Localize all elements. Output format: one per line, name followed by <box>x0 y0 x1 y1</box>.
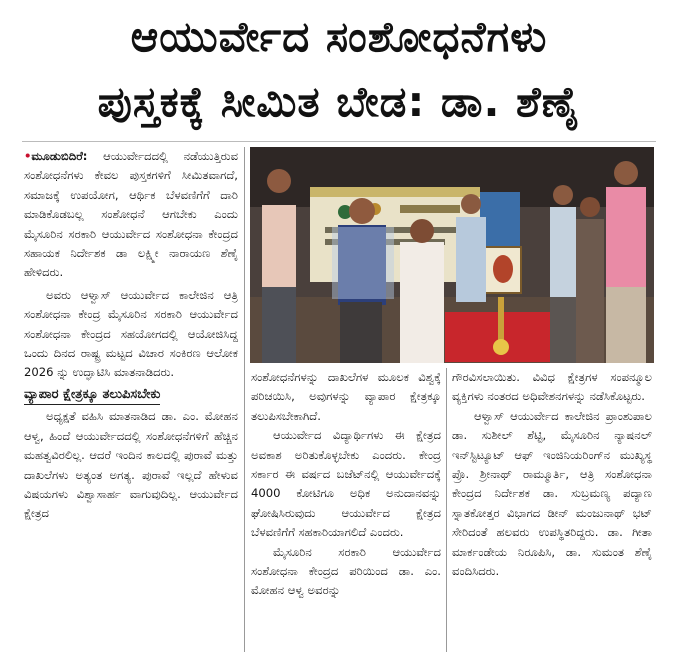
headline-divider <box>22 141 656 142</box>
paragraph: ಸಂಶೋಧನೆಗಳನ್ನು ದಾಖಲೆಗಳ ಮೂಲಕ ವಿಶ್ವಕ್ಕೆ ಪರಿಚಯಿಸಿ, ಅವುಗಳನ್ನು ವ್ಯಾಪಾರ ಕ್ಷೇತ್ರಕ್ಕೂ ತಲುಪಿಸಬೇಕಾಗಿದೆ. <box>251 370 441 423</box>
event-photo <box>250 147 654 363</box>
lead-paragraph <box>24 147 238 283</box>
paragraph: ಅವರು ಆಳ್ವಾಸ್ ಆಯುರ್ವೇದ ಕಾಲೇಜಿನ ಆತ್ರಿ ಸಂಶೋಧನಾ ಕೇಂದ್ರ ಮೈಸೂರಿನ ಸರಕಾರಿ ಆಯುರ್ವೇದ ಸಂಶೋಧನಾ ಕೇಂದ್ರದ ಸಹಯೋಗದಲ್ಲಿ ಆಯೋಜಿಸಿದ್ದ ಒಂದು ದಿನದ ರಾಷ್ಟ್ರ ಮಟ್ಟದ ವಿಚಾರ ಸಂಕಿರಣ ಆಲೋಕ 2026 ನ್ನು ಉದ್ಘಾಟಿಸಿ ಮಾತನಾಡಿದರು. <box>24 287 238 380</box>
headline-line-2: ಪುಸ್ತಕಕ್ಕೆ ಸೀಮಿತ ಬೇಡ: ಡಾ. ಶೆಣೈ <box>97 77 581 126</box>
dateline-bullet: • <box>24 149 32 163</box>
headline-line-1: ಆಯುರ್ವೇದ ಸಂಶೋಧನೆಗಳು <box>130 12 548 61</box>
paragraph: ಗೌರವಿಸಲಾಯಿತು. ವಿವಿಧ ಕ್ಷೇತ್ರಗಳ ಸಂಪನ್ಮೂಲ ವ್ಯಕ್ತಿಗಳು ನಂತರದ ಅಧಿವೇಶನಗಳನ್ನು ನಡೆಸಿಕೊಟ್ಟರು. <box>452 370 652 404</box>
paragraph: ಅಧ್ಯಕ್ಷತೆ ವಹಿಸಿ ಮಾತನಾಡಿದ ಡಾ. ಎಂ. ಮೋಹನ ಆಳ್ವ, ಹಿಂದೆ ಆಯುರ್ವೇದದಲ್ಲಿ ಸಂಶೋಧನೆಗಳಿಗೆ ಹೆಚ್ಚಿನ ಮಹತ್ವವಿರಲಿಲ್ಲ. ಆದರೆ ಇಂದಿನ ಕಾಲದಲ್ಲಿ ಪುರಾವೆ ಮತ್ತು ದಾಖಲೆಗಳು ಅತ್ಯಂತ ಅಗತ್ಯ. ಪುರಾವೆ ಇಲ್ಲದೆ ಹೇಳುವ ವಿಷಯಗಳು ವಿಶ್ವಾಸಾರ್ಹ ವಾಗುವುದಿಲ್ಲ. ಆಯುರ್ವೇದ ಕ್ಷೇತ್ರದ <box>24 409 238 521</box>
column-divider <box>446 368 447 652</box>
paragraph: ಮೈಸೂರಿನ ಸರಕಾರಿ ಆಯುರ್ವೇದ ಸಂಶೋಧನಾ ಕೇಂದ್ರದ ಪರಿಯಿಂದ ಡಾ. ಎಂ. ಮೋಹನ ಆಳ್ವ ಅವರನ್ನು <box>251 544 441 598</box>
paragraph: ಆಳ್ವಾಸ್ ಆಯುರ್ವೇದ ಕಾಲೇಜಿನ ಪ್ರಾಂಶುಪಾಲ ಡಾ. ಸುಶೀಲ್ ಶೆಟ್ಟಿ, ಮೈಸೂರಿನ ನ್ಯಾಷನಲ್ ಇನ್‌ಸ್ಟಿಟ್ಯೂಟ್ ಆಫ್ ಇಂಜಿನಿಯರಿಂಗ್‌ನ ಮುಖ್ಯಸ್ಥ ಪ್ರೊ. ಶ್ರೀನಾಥ್ ರಾಮ್ಮೂರ್ತಿ, ಆತ್ರಿ ಸಂಶೋಧನಾ ಕೇಂದ್ರದ ನಿರ್ದೇಶಕ ಡಾ. ಸುಬ್ರಮಣ್ಯ ಪದ್ಯಾಣ ಸ್ನಾತಕೋತ್ತರ ವಿಭಾಗದ ಡೀನ್ ಮಂಜುನಾಥ್ ಭಟ್ ಸೇರಿದಂತೆ ಹಲವರು ಉಪಸ್ಥಿತರಿದ್ದರು. ಡಾ. ಗೀತಾ ಮಾರ್ಕಂಡೇಯ ನಿರೂಪಿಸಿ, ಡಾ. ಸುಮಂತ ಶೆಣೈ ವಂದಿಸಿದರು. <box>452 408 652 579</box>
column-divider <box>244 147 245 652</box>
dateline: ಮೂಡುಬಿದಿರೆ: <box>31 149 88 163</box>
subheading: ವ್ಯಾಪಾರ ಕ್ಷೇತ್ರಕ್ಕೂ ತಲುಪಿಸಬೇಕು <box>24 385 160 405</box>
article-column-2 <box>251 368 441 601</box>
article-column-3 <box>452 368 652 581</box>
paragraph: ಆಯುರ್ವೇದ ವಿದ್ಯಾರ್ಥಿಗಳು ಈ ಕ್ಷೇತ್ರದ ಅವಕಾಶ ಅರಿತುಕೊಳ್ಳಬೇಕು ಎಂದರು. ಕೇಂದ್ರ ಸರ್ಕಾರ ಈ ವರ್ಷದ ಬಜೆಟ್‌ನಲ್ಲಿ ಆಯುರ್ವೇದಕ್ಕೆ 4000 ಕೋಟಿಗೂ ಅಧಿಕ ಅನುದಾನವನ್ನು ಘೋಷಿಸಿರುವುದು ಆಯುರ್ವೇದ ಕ್ಷೇತ್ರದ ಬೆಳವಣಿಗೆಗೆ ಸಹಕಾರಿಯಾಗಲಿದೆ ಎಂದರು. <box>251 428 441 540</box>
article-column-1 <box>24 147 238 524</box>
paragraph-text: ಆಯುರ್ವೇದದಲ್ಲಿ ನಡೆಯುತ್ತಿರುವ ಸಂಶೋಧನೆಗಳು ಕೇವಲ ಪುಸ್ತಕಗಳಿಗೆ ಸೀಮಿತವಾಗದೆ, ಸಮಾಜಕ್ಕೆ ಉಪಯೋಗ, ಆರ್ಥಿಕ ಬೆಳವಣಿಗೆಗೆ ದಾರಿ ಮಾಡಿಕೊಡಬಲ್ಲ ಸಂಶೋಧನೆ ಆಗಬೇಕು ಎಂದು ಮೈಸೂರಿನ ಸರಕಾರಿ ಆಯುರ್ವೇದ ಸಂಶೋಧನಾ ಕೇಂದ್ರದ ಸಹಾಯಕ ನಿರ್ದೇಶಕ ಡಾ ಲಕ್ಷ್ಮೀ ನಾರಾಯಣ ಶೆಣೈ ಹೇಳಿದರು. <box>24 149 239 280</box>
